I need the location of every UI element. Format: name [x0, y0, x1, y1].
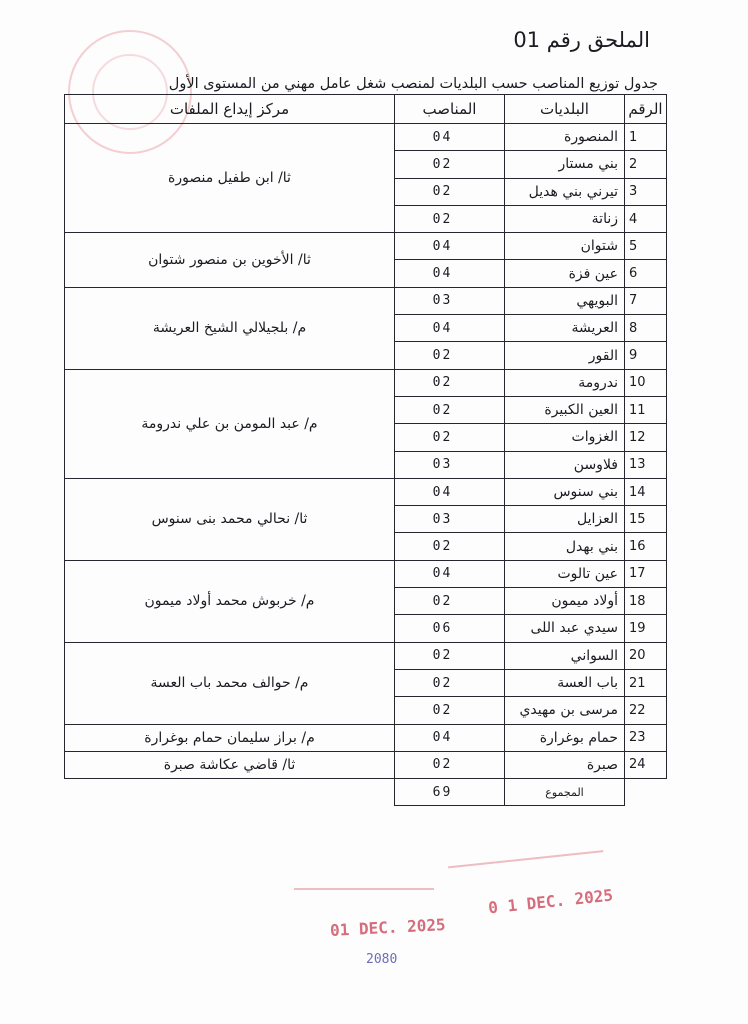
posts-count: 02: [395, 369, 505, 396]
posts-count: 04: [395, 724, 505, 751]
posts-count: 02: [395, 396, 505, 423]
deposit-center: م/ عبد المومن بن علي ندرومة: [65, 369, 395, 478]
table-row: [65, 233, 667, 260]
table-row: [65, 369, 667, 396]
municipality-name: صبرة: [505, 751, 625, 778]
municipality-name: عين تالوت: [505, 560, 625, 587]
posts-count: 02: [395, 151, 505, 178]
posts-count: 03: [395, 287, 505, 314]
total-row: [65, 779, 667, 806]
stamp-date-left: 01 DEC. 2025: [329, 914, 447, 941]
table-header-row: [65, 95, 667, 124]
municipality-name: سيدي عبد اللى: [505, 615, 625, 642]
posts-count: 02: [395, 342, 505, 369]
row-number: 23: [625, 724, 667, 751]
row-number: 7: [625, 287, 667, 314]
municipality-name: المنصورة: [505, 124, 625, 151]
table-row: [65, 287, 667, 314]
municipality-name: شتوان: [505, 233, 625, 260]
deposit-center: م/ خربوش محمد أولاد ميمون: [65, 560, 395, 642]
row-number: 15: [625, 506, 667, 533]
row-number: 2: [625, 151, 667, 178]
posts-count: 04: [395, 315, 505, 342]
municipality-name: تيرني بني هديل: [505, 178, 625, 205]
posts-count: 06: [395, 615, 505, 642]
row-number: 10: [625, 369, 667, 396]
municipality-name: فلاوسن: [505, 451, 625, 478]
table-title: جدول توزيع المناصب حسب البلديات لمنصب شغل عامل مهني من المستوى الأول: [168, 76, 658, 92]
deposit-center: ثا/ ابن طفيل منصورة: [65, 124, 395, 233]
municipality-name: أولاد ميمون: [505, 588, 625, 615]
total-label: المجموع: [505, 779, 625, 806]
table-row: [65, 478, 667, 505]
table-row: [65, 751, 667, 778]
row-number: 21: [625, 669, 667, 696]
municipality-name: العزايل: [505, 506, 625, 533]
posts-count: 02: [395, 588, 505, 615]
row-number: 16: [625, 533, 667, 560]
row-number: 8: [625, 315, 667, 342]
stamp-date-right: 0 1 DEC. 2025: [487, 885, 614, 918]
posts-count: 02: [395, 642, 505, 669]
municipality-name: بني مستار: [505, 151, 625, 178]
municipality-name: الغزوات: [505, 424, 625, 451]
row-number: 12: [625, 424, 667, 451]
municipality-name: بني سنوس: [505, 478, 625, 505]
row-number: 22: [625, 697, 667, 724]
table-row: [65, 724, 667, 751]
deposit-center: م/ براز سليمان حمام بوغرارة: [65, 724, 395, 751]
deposit-center: ثا/ قاضي عكاشة صبرة: [65, 751, 395, 778]
municipality-name: عين فزة: [505, 260, 625, 287]
row-number: 5: [625, 233, 667, 260]
municipality-name: بني بهدل: [505, 533, 625, 560]
municipality-name: ندرومة: [505, 369, 625, 396]
municipality-name: زناتة: [505, 205, 625, 232]
table-row: [65, 560, 667, 587]
row-number: 13: [625, 451, 667, 478]
posts-count: 02: [395, 205, 505, 232]
posts-count: 04: [395, 560, 505, 587]
municipality-name: القور: [505, 342, 625, 369]
municipality-name: مرسى بن مهيدي: [505, 697, 625, 724]
deposit-center: ثا/ الأخوين بن منصور شتوان: [65, 233, 395, 288]
row-number: 20: [625, 642, 667, 669]
column-header-center: مركز إيداع الملفات: [65, 95, 395, 124]
deposit-center: م/ حوالف محمد باب العسة: [65, 642, 395, 724]
municipality-name: العين الكبيرة: [505, 396, 625, 423]
posts-count: 03: [395, 451, 505, 478]
posts-distribution-table: [64, 94, 667, 806]
posts-count: 02: [395, 424, 505, 451]
row-number: 24: [625, 751, 667, 778]
municipality-name: باب العسة: [505, 669, 625, 696]
column-header-municipality: البلديات: [505, 95, 625, 124]
row-number: 14: [625, 478, 667, 505]
posts-count: 02: [395, 669, 505, 696]
row-number: 19: [625, 615, 667, 642]
municipality-name: حمام بوغرارة: [505, 724, 625, 751]
municipality-name: السواني: [505, 642, 625, 669]
table-row: [65, 124, 667, 151]
deposit-center: ثا/ نحالي محمد بنى سنوس: [65, 478, 395, 560]
posts-count: 03: [395, 506, 505, 533]
posts-count: 04: [395, 260, 505, 287]
row-number: 11: [625, 396, 667, 423]
municipality-name: العريشة: [505, 315, 625, 342]
posts-count: 04: [395, 124, 505, 151]
posts-count: 02: [395, 751, 505, 778]
posts-count: 04: [395, 233, 505, 260]
row-number: 4: [625, 205, 667, 232]
posts-count: 02: [395, 178, 505, 205]
row-number: 9: [625, 342, 667, 369]
stamp-number-left: 2080: [366, 952, 398, 967]
total-value: 69: [395, 779, 505, 806]
municipality-name: البويهي: [505, 287, 625, 314]
row-number: 17: [625, 560, 667, 587]
row-number: 3: [625, 178, 667, 205]
blank-cell: [625, 779, 667, 806]
row-number: 6: [625, 260, 667, 287]
table-row: [65, 642, 667, 669]
column-header-number: الرقم: [625, 95, 667, 124]
row-number: 18: [625, 588, 667, 615]
column-header-posts: المناصب: [395, 95, 505, 124]
deposit-center: م/ بلجيلالي الشيخ العريشة: [65, 287, 395, 369]
row-number: 1: [625, 124, 667, 151]
posts-count: 02: [395, 697, 505, 724]
annex-title: الملحق رقم 01: [513, 28, 650, 52]
posts-count: 02: [395, 533, 505, 560]
posts-count: 04: [395, 478, 505, 505]
blank-cell: [65, 779, 395, 806]
